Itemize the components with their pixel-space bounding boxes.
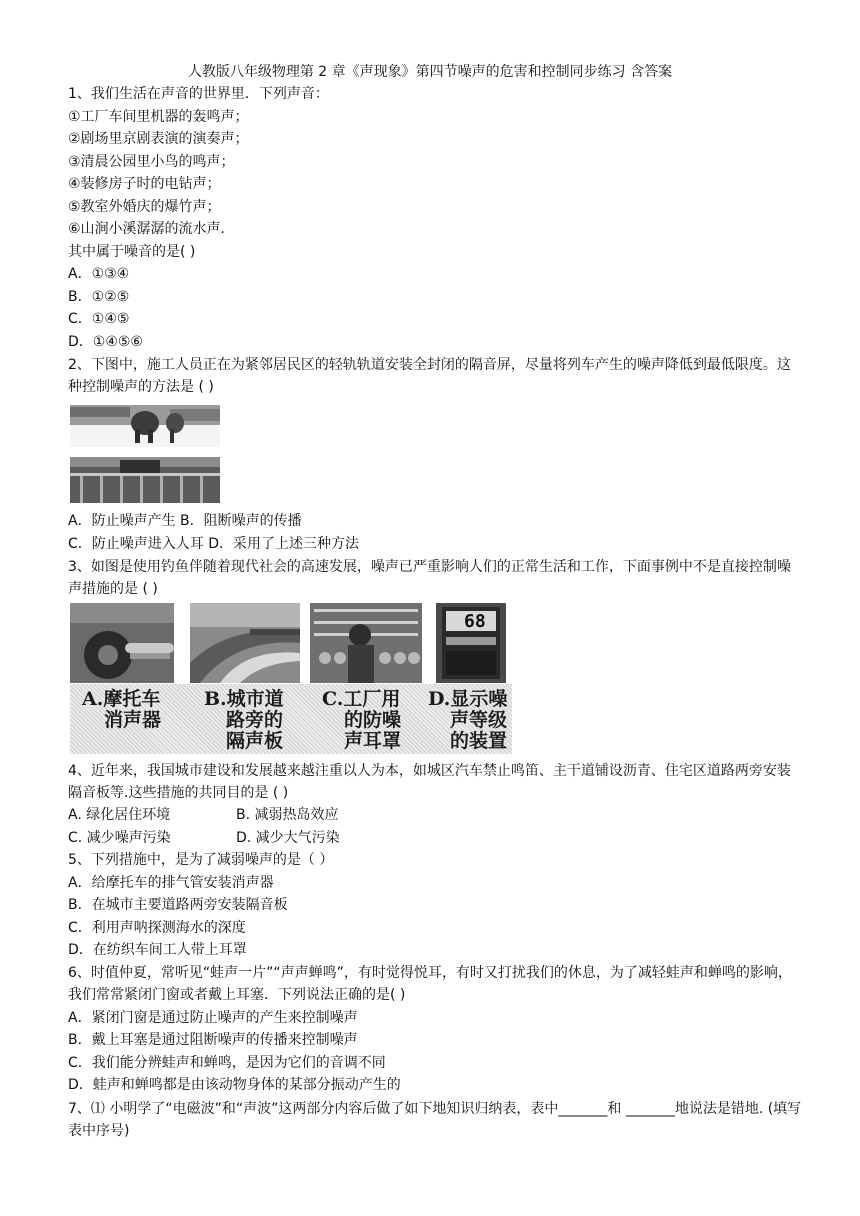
q6-option-a: A．紧闭门窗是通过防止噪声的产生来控制噪声 bbox=[68, 1010, 358, 1026]
q6-option-b: B．戴上耳塞是通过阻断噪声的传播来控制噪声 bbox=[68, 1032, 358, 1048]
q3-stem: 3、如图是使用钓鱼伴随着现代社会的高速发展，噪声已严重影响人们的正常生活和工作，下面事例中不是直接控制噪声措施的是 ( ) bbox=[68, 559, 791, 597]
q2-options-cd: C．防止噪声进入人耳 D．采用了上述三种方法 bbox=[68, 536, 360, 552]
noise-meter-reading: 68 bbox=[464, 611, 486, 632]
q3-photo-earmuffs bbox=[310, 603, 422, 683]
q3-caption-c: C.工厂用 的防噪 声耳罩 bbox=[322, 688, 402, 752]
q1-stem: 1、我们生活在声音的世界里．下列声音： bbox=[68, 86, 329, 102]
q1-ask: 其中属于噪音的是( ) bbox=[68, 244, 196, 260]
q3-caption-d: D.显示噪 声等级 的装置 bbox=[428, 688, 508, 752]
q7-stem: 7、⑴ 小明学了“电磁波”和“声波”这两部分内容后做了如下地知识归纳表，表中_______和 _______地说法是错地. (填写表中序号) bbox=[68, 1101, 802, 1139]
q1-option-c: C．①④⑤ bbox=[68, 311, 130, 327]
q1-item: ①工厂车间里机器的轰鸣声； bbox=[68, 109, 249, 125]
q3-photo-noise-meter bbox=[436, 603, 506, 683]
q1-option-a: A．①③④ bbox=[68, 266, 130, 282]
q1-item: ⑥山涧小溪潺潺的流水声． bbox=[68, 221, 235, 237]
q6-stem: 6、时值仲夏，常听见“蛙声一片”“声声蝉鸣”，有时觉得悦耳，有时又打扰我们的休息，为了减轻蛙声和蝉鸣的影响，我们常常紧闭门窗或者戴上耳塞．下列说法正确的是( ) bbox=[68, 965, 792, 1003]
q4-option-b: B. 减弱热岛效应 bbox=[236, 807, 339, 823]
q4-stem: 4、近年来，我国城市建设和发展越来越注重以人为本，如城区汽车禁止鸣笛、主干道铺设沥青、住宅区道路两旁安装隔音板等.这些措施的共同目的是 ( ) bbox=[68, 763, 791, 801]
q5-option-d: D．在纺织车间工人带上耳罩 bbox=[68, 942, 247, 958]
q3-caption-a: A.摩托车 消声器 bbox=[82, 688, 162, 731]
q3-photo-sound-barrier bbox=[190, 603, 300, 683]
q1-item: ③清晨公园里小鸟的鸣声； bbox=[68, 154, 235, 170]
q5-option-b: B．在城市主要道路两旁安装隔音板 bbox=[68, 897, 288, 913]
q5-stem: 5、下列措施中，是为了减弱噪声的是（ ） bbox=[68, 852, 334, 868]
q2-options-ab: A．防止噪声产生 B．阻断噪声的传播 bbox=[68, 513, 302, 529]
page-title: 人教版八年级物理第 2 章《声现象》第四节噪声的危害和控制同步练习 含答案 bbox=[187, 64, 673, 80]
q6-option-d: D．蛙声和蝉鸣都是由该动物身体的某部分振动产生的 bbox=[68, 1077, 401, 1093]
q5-option-c: C．利用声呐探测海水的深度 bbox=[68, 920, 246, 936]
q5-option-a: A．给摩托车的排气管安装消声器 bbox=[68, 875, 274, 891]
q1-option-d: D．①④⑤⑥ bbox=[68, 334, 143, 350]
q3-caption-b: B.城市道 路旁的 隔声板 bbox=[204, 688, 284, 752]
q1-item: ⑤教室外婚庆的爆竹声； bbox=[68, 199, 221, 215]
q1-item: ②剧场里京剧表演的演奏声； bbox=[68, 131, 249, 147]
q1-item: ④装修房子时的电钻声； bbox=[68, 176, 221, 192]
q4-option-d: D. 减少大气污染 bbox=[236, 830, 340, 846]
q4-option-a: A. 绿化居住环境 bbox=[68, 807, 171, 823]
q2-stem: 2、下图中，施工人员正在为紧邻居民区的轻轨轨道安装全封闭的隔音屏，尽量将列车产生的噪声降低到最低限度。这种控制噪声的方法是 ( ) bbox=[68, 357, 791, 395]
q6-option-c: C．我们能分辨蛙声和蝉鸣，是因为它们的音调不同 bbox=[68, 1055, 386, 1071]
q3-photo-motorcycle bbox=[70, 603, 174, 683]
q2-photo-construction bbox=[70, 405, 220, 503]
q1-option-b: B．①②⑤ bbox=[68, 289, 130, 305]
q4-option-c: C. 减少噪声污染 bbox=[68, 830, 171, 846]
